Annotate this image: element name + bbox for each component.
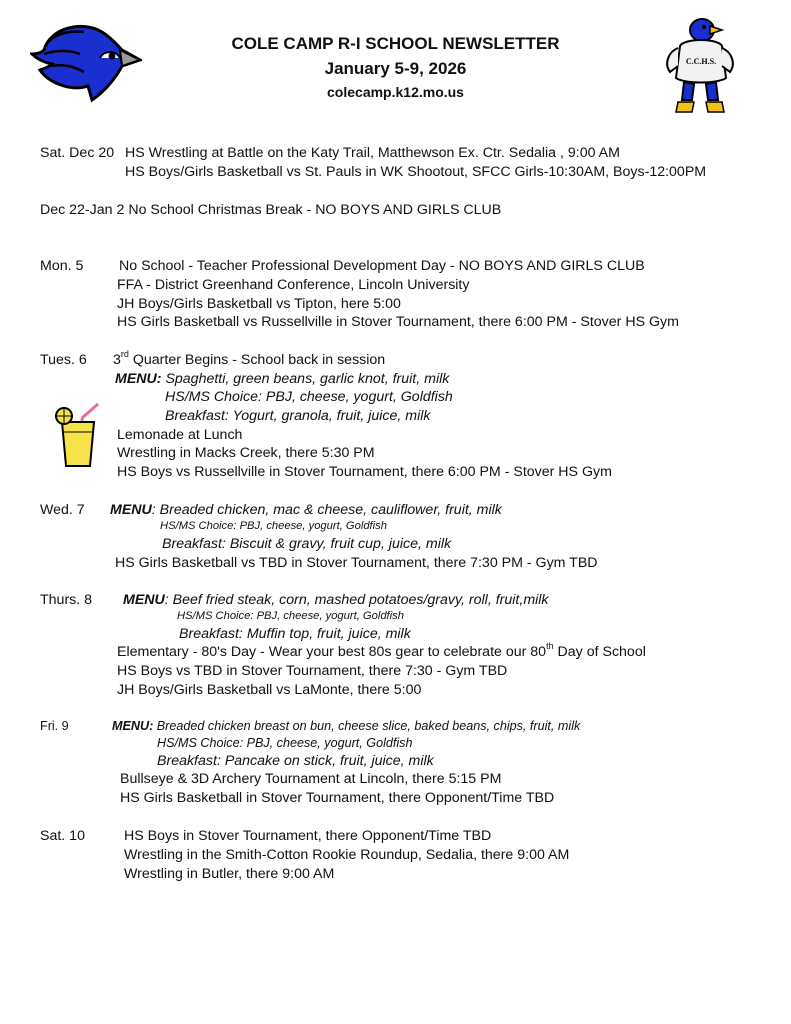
event-line: FFA - District Greenhand Conference, Lincoln University [117,277,470,293]
event-line: JH Boys/Girls Basketball vs Tipton, here 5:00 [117,296,401,312]
website-link[interactable]: colecamp.k12.mo.us [327,84,464,100]
event-line: Wrestling in Macks Creek, there 5:30 PM [117,445,375,461]
menu-choice: HS/MS Choice: PBJ, cheese, yogurt, Goldfish [157,736,413,750]
event-line: JH Boys/Girls Basketball vs LaMonte, there 5:00 [117,682,422,698]
menu-line: MENU: Breaded chicken, mac & cheese, cauliflower, fruit, milk [110,502,502,518]
newsletter-dates: January 5-9, 2026 [324,59,467,78]
day-label: Tues. 6 [40,352,87,368]
menu-breakfast: Breakfast: Biscuit & gravy, fruit cup, juice, milk [162,536,452,552]
event-line: Wrestling in Butler, there 9:00 AM [124,866,335,882]
event-line: HS Boys vs TBD in Stover Tournament, there 7:30 - Gym TBD [117,663,508,679]
event-line: No School - Teacher Professional Development Day - NO BOYS AND GIRLS CLUB [119,258,645,274]
event-line: HS Boys/Girls Basketball vs St. Pauls in WK Shootout, SFCC Girls-10:30AM, Boys-12:00PM [125,164,707,180]
day-label: Thurs. 8 [40,592,93,608]
mascot-badge-text: C.C.H.S. [685,57,717,66]
menu-line: MENU: Beef fried steak, corn, mashed potatoes/gravy, roll, fruit,milk [123,592,549,608]
lemonade-icon [52,400,104,470]
event-line: HS Girls Basketball vs TBD in Stover Tournament, there 7:30 PM - Gym TBD [115,555,598,571]
event-line: Elementary - 80's Day - Wear your best 80s gear to celebrate our 80th Day of School [117,641,646,660]
event-line: 3rd Quarter Begins - School back in session [113,349,386,368]
menu-choice: HS/MS Choice: PBJ, cheese, yogurt, Goldfish [177,610,404,622]
event-line: HS Boys vs Russellville in Stover Tournament, there 6:00 PM - Stover HS Gym [117,464,612,480]
event-line: HS Girls Basketball vs Russellville in Stover Tournament, there 6:00 PM - Stover HS Gym [117,314,679,330]
menu-choice: HS/MS Choice: PBJ, cheese, yogurt, Goldfish [160,520,387,532]
day-label: Mon. 5 [40,258,84,274]
break-line: Dec 22-Jan 2 No School Christmas Break - NO BOYS AND GIRLS CLUB [40,202,502,218]
menu-breakfast: Breakfast: Yogurt, granola, fruit, juice, milk [165,408,431,424]
day-label: Fri. 9 [40,719,69,733]
day-label: Sat. 10 [40,828,85,844]
menu-choice: HS/MS Choice: PBJ, cheese, yogurt, Goldfish [165,389,453,405]
newsletter-title: COLE CAMP R-I SCHOOL NEWSLETTER [231,34,560,53]
menu-breakfast: Breakfast: Pancake on stick, fruit, juice, milk [157,753,434,769]
menu-line: MENU: Breaded chicken breast on bun, cheese slice, baked beans, chips, fruit, milk [112,719,581,733]
event-line: Wrestling in the Smith-Cotton Rookie Roundup, Sedalia, there 9:00 AM [124,847,570,863]
event-line: HS Boys in Stover Tournament, there Opponent/Time TBD [124,828,492,844]
event-line: HS Wrestling at Battle on the Katy Trail, Matthewson Ex. Ctr. Sedalia , 9:00 AM [125,145,620,161]
event-line: Bullseye & 3D Archery Tournament at Lincoln, there 5:15 PM [120,771,502,787]
menu-breakfast: Breakfast: Muffin top, fruit, juice, milk [179,626,411,642]
day-label: Wed. 7 [40,502,85,518]
event-line: Lemonade at Lunch [117,427,243,443]
menu-line: MENU: Spaghetti, green beans, garlic knot, fruit, milk [115,371,450,387]
day-label: Sat. Dec 20 [40,145,115,161]
event-line: HS Girls Basketball in Stover Tournament, there Opponent/Time TBD [120,790,555,806]
